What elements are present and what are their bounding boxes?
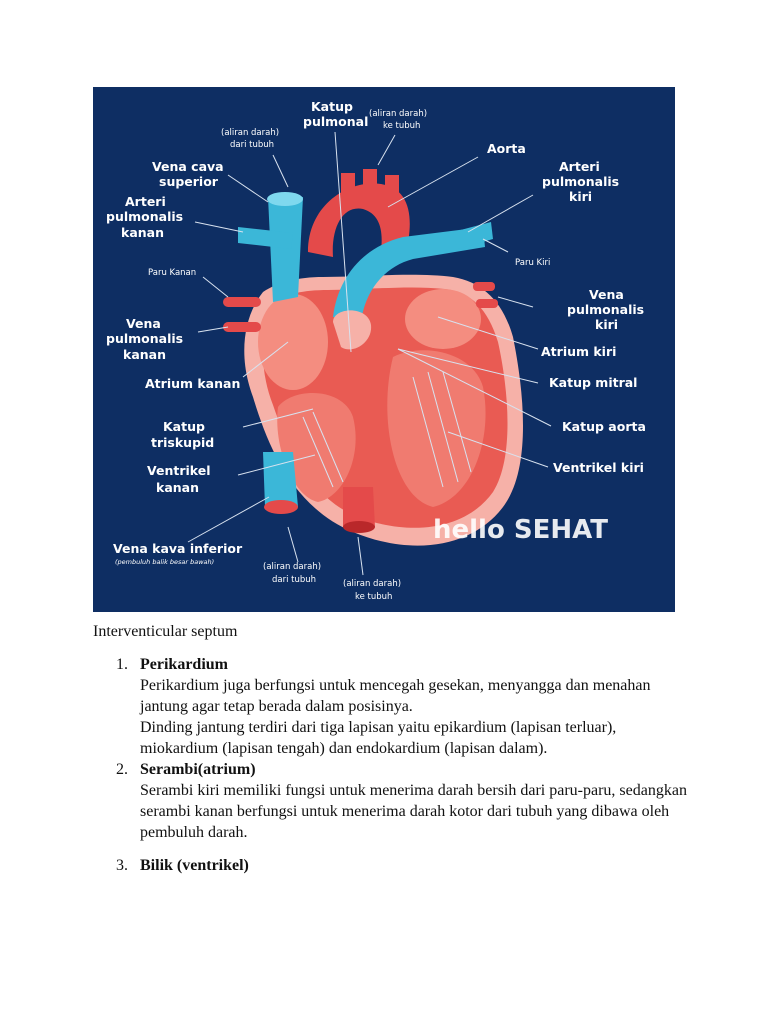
- right-pulmonary-vein-2: [223, 322, 261, 332]
- list-item-title: Serambi(atrium): [140, 761, 256, 778]
- label-atrium-kiri: Atrium kiri: [541, 344, 617, 359]
- list-item-title: Perikardium: [140, 656, 228, 673]
- label-vena-kava-inferior: Vena kava inferior: [113, 541, 243, 556]
- heart-diagram: [93, 87, 675, 612]
- list-number: 3.: [116, 857, 128, 874]
- label-aliran-dari-tubuh-top-2: dari tubuh: [230, 140, 275, 150]
- label-arteri-kanan-1: Arteri: [125, 194, 166, 209]
- list-item-paragraph: Serambi kiri memiliki fungsi untuk menerima darah bersih dari paru-paru, sedangkan serambi kanan berfungsi untuk menerima darah kotor dari tubuh yang dibawa oleh pembuluh darah.: [140, 782, 687, 841]
- vena-cava-top: [267, 192, 303, 206]
- label-katup-pulmonal-1: Katup: [311, 99, 353, 114]
- aorta-branch-1: [341, 173, 355, 195]
- vena-cava-inferior-end: [264, 500, 298, 514]
- label-aliran-ke-tubuh-bottom-1: (aliran darah): [343, 579, 402, 589]
- list-number: 1.: [116, 656, 128, 673]
- label-aliran-dari-tubuh-top-1: (aliran darah): [221, 128, 280, 138]
- label-katup-mitral: Katup mitral: [549, 375, 638, 390]
- aorta-branch-2: [363, 169, 377, 193]
- label-aliran-ke-tubuh-top-2: ke tubuh: [383, 121, 421, 131]
- label-aliran-ke-tubuh-bottom-2: ke tubuh: [355, 592, 393, 602]
- label-katup-aorta: Katup aorta: [562, 419, 646, 434]
- left-pulmonary-vein-1: [473, 282, 495, 291]
- vena-cava-inferior: [263, 452, 298, 507]
- label-ventrikel-kanan-1: Ventrikel: [147, 463, 211, 478]
- label-vena-cava-superior-2: superior: [159, 174, 218, 189]
- watermark-logo: hello SEHAT: [433, 515, 608, 545]
- label-vena-kanan-1: Vena: [126, 316, 161, 331]
- descending-aorta-end: [343, 521, 375, 533]
- left-pulmonary-vein-2: [476, 299, 498, 308]
- right-pulmonary-vein-1: [223, 297, 261, 307]
- label-atrium-kanan: Atrium kanan: [145, 376, 241, 391]
- list-item-title: Bilik (ventrikel): [140, 857, 249, 874]
- label-vena-cava-superior-1: Vena cava: [152, 159, 224, 174]
- label-aliran-dari-tubuh-bottom-1: (aliran darah): [263, 562, 322, 572]
- numbered-list: [93, 654, 693, 876]
- label-paru-kanan: Paru Kanan: [148, 268, 197, 278]
- list-item-paragraph: Dinding jantung terdiri dari tiga lapisan yaitu epikardium (lapisan terluar), miokardium (lapisan tengah) dan endokardium (lapisan dalam).: [140, 719, 617, 757]
- label-pembuluh-balik: (pembuluh balik besar bawah): [115, 558, 215, 566]
- label-ventrikel-kiri: Ventrikel kiri: [553, 460, 644, 475]
- list-item-paragraph: Perikardium juga berfungsi untuk mencegah gesekan, menyangga dan menahan jantung agar tetap berada dalam posisinya.: [140, 677, 651, 715]
- label-aliran-ke-tubuh-top-1: (aliran darah): [369, 109, 428, 119]
- spacer: [140, 843, 693, 855]
- label-katup-triskupid-2: triskupid: [151, 435, 215, 450]
- list-number: 2.: [116, 761, 128, 778]
- label-vena-kiri-3: kiri: [595, 317, 619, 332]
- label-vena-kiri-2: pulmonalis: [567, 302, 645, 317]
- label-vena-kanan-2: pulmonalis: [106, 331, 184, 346]
- list-item: [93, 855, 693, 876]
- figure-caption: Interventicular septum: [93, 623, 238, 640]
- label-katup-pulmonal-2: pulmonal: [303, 114, 369, 129]
- aorta-branch-3: [385, 175, 399, 197]
- list-item: [93, 759, 693, 855]
- vena-cava-superior: [268, 197, 303, 302]
- right-atrium-shape: [258, 294, 328, 390]
- label-arteri-kanan-2: pulmonalis: [106, 209, 184, 224]
- label-aorta: Aorta: [487, 141, 526, 156]
- list-item: [93, 654, 693, 759]
- label-arteri-kiri-1: Arteri: [559, 159, 600, 174]
- heart-illustration: [93, 87, 675, 612]
- label-arteri-kanan-3: kanan: [121, 225, 164, 240]
- label-paru-kiri: Paru Kiri: [515, 258, 551, 268]
- label-arteri-kiri-2: pulmonalis: [542, 174, 620, 189]
- label-aliran-dari-tubuh-bottom-2: dari tubuh: [272, 575, 317, 585]
- label-katup-triskupid-1: Katup: [163, 419, 205, 434]
- label-arteri-kiri-3: kiri: [569, 189, 593, 204]
- label-ventrikel-kanan-2: kanan: [156, 480, 199, 495]
- label-vena-kanan-3: kanan: [123, 347, 166, 362]
- label-vena-kiri-1: Vena: [589, 287, 624, 302]
